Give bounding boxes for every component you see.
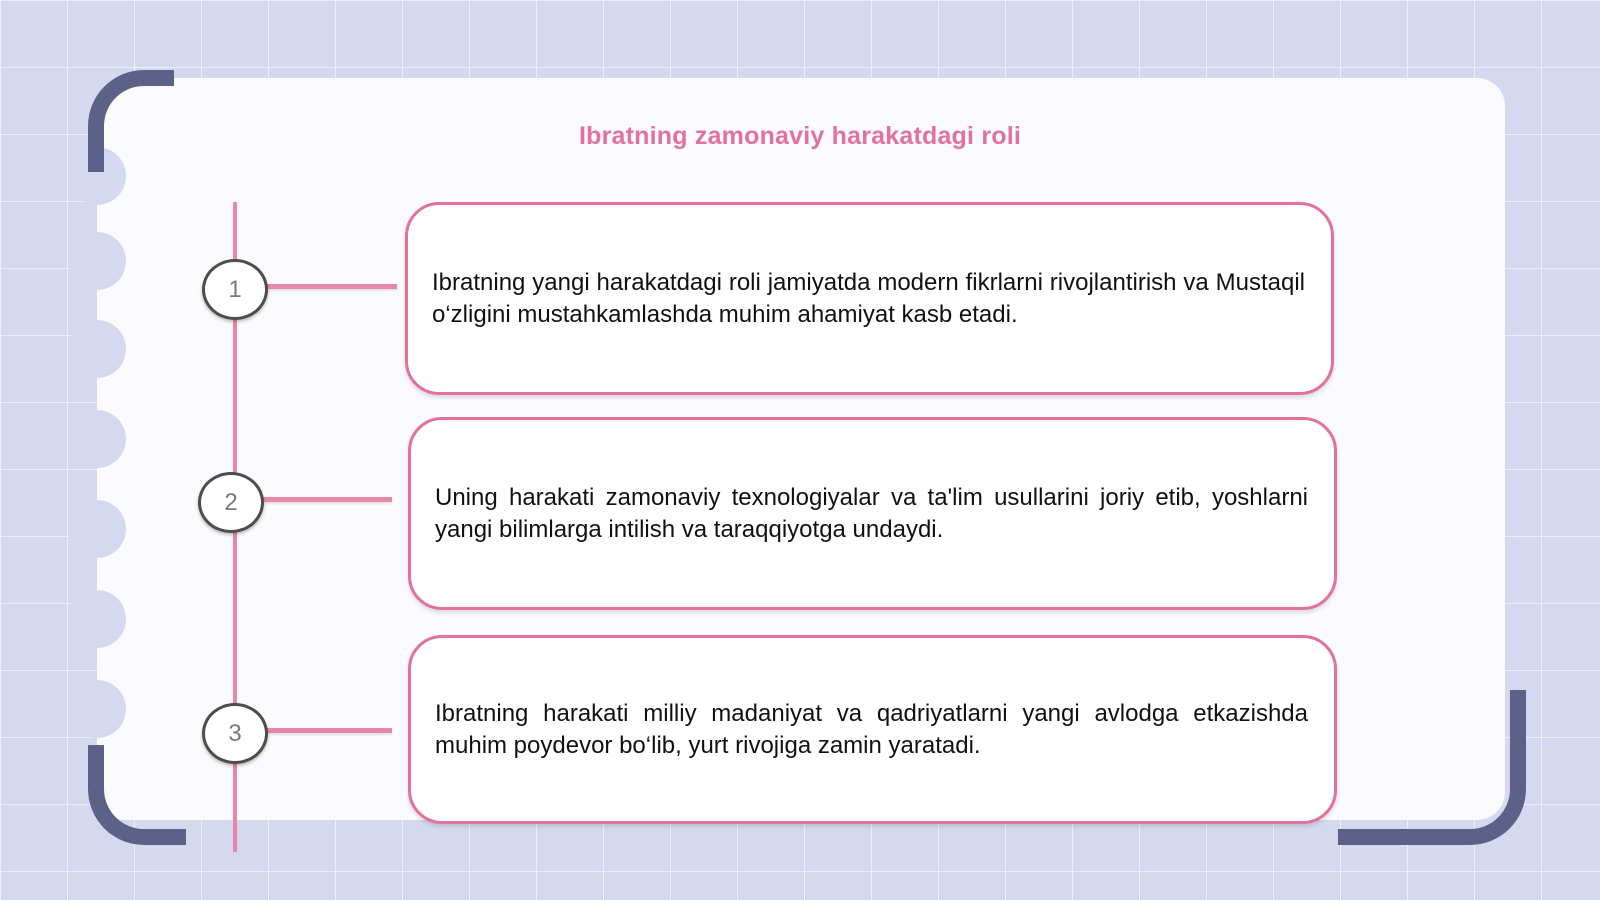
frame-corner-bottom-left xyxy=(88,745,186,845)
card-scallop xyxy=(68,410,126,468)
step-text-2: Uning harakati zamonaviy texnologiyalar va ta'lim usullarini joriy etib, yoshlarni yangi bilimlarga intilish va taraqqiyotga undaydi. xyxy=(435,483,1308,543)
card-scallop xyxy=(68,320,126,378)
card-scallop xyxy=(68,500,126,558)
card-scallop xyxy=(68,680,126,738)
card-scallop xyxy=(68,232,126,290)
step-number-2: 2 xyxy=(198,472,264,533)
frame-corner-top-left xyxy=(88,70,174,172)
slide-title: Ibratning zamonaviy harakatdagi roli xyxy=(578,122,1022,150)
frame-corner-bottom-right xyxy=(1338,690,1526,845)
step-box-1 xyxy=(405,202,1334,395)
step-text-3: Ibratning harakati milliy madaniyat va qadriyatlarni yangi avlodga etkazishda muhim poydevor bo‘lib, yurt rivojiga zamin yaratadi. xyxy=(435,699,1308,759)
step-number-1: 1 xyxy=(202,259,268,320)
step-text-1: Ibratning yangi harakatdagi roli jamiyatda modern fikrlarni rivojlantirish va Mustaqil o‘zligini mustahkamlashda muhim ahamiyat kasb etadi. xyxy=(432,268,1305,328)
step-number-3: 3 xyxy=(202,703,268,764)
connector-3 xyxy=(265,728,392,733)
step-box-2 xyxy=(408,417,1337,610)
connector-1 xyxy=(265,284,397,289)
card-scallop xyxy=(68,590,126,648)
connector-2 xyxy=(262,497,392,502)
step-box-3 xyxy=(408,635,1337,824)
